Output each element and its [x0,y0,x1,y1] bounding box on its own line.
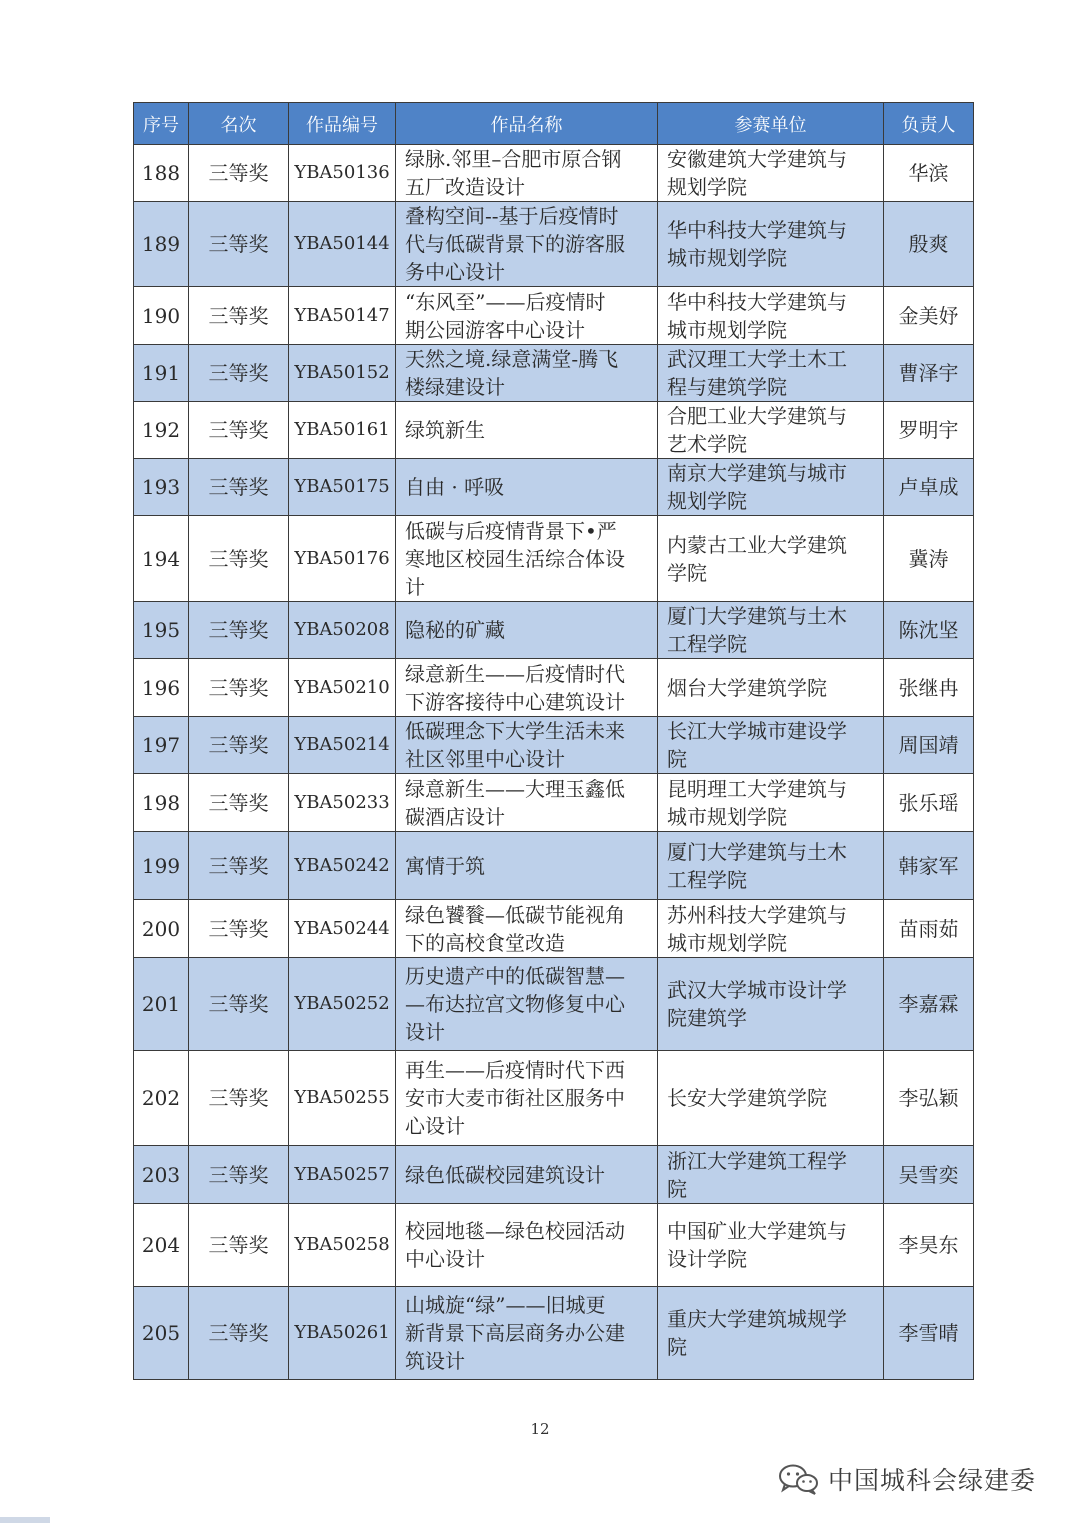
leader-cell: 张乐瑶 [884,774,974,832]
serial-cell: 190 [134,287,189,345]
title-cell-line: 隐秘的矿藏 [405,618,505,642]
title-cell-line: 社区邻里中心设计 [405,747,565,771]
rank-cell: 三等奖 [189,287,289,345]
leader-cell: 苗雨茹 [884,900,974,958]
unit-cell [658,202,884,287]
unit-cell-line: 中国矿业大学建筑与 [667,1219,847,1243]
title-cell [396,717,658,774]
title-cell [396,1287,658,1380]
table-row [134,717,974,774]
title-cell [396,900,658,958]
table-row [134,145,974,202]
unit-cell-line: 内蒙古工业大学建筑 [667,532,847,557]
code-cell: YBA50175 [289,459,396,516]
title-cell [396,958,658,1051]
unit-cell-line: 华中科技大学建筑与 [667,218,847,242]
leader-cell: 李弘颖 [884,1051,974,1146]
leader-cell: 张继冉 [884,659,974,717]
unit-cell-line: 院 [667,747,687,771]
code-cell: YBA50144 [289,202,396,287]
leader-cell: 冀涛 [884,516,974,602]
title-cell [396,402,658,459]
title-cell-line: 务中心设计 [405,260,505,284]
title-cell-line: 低碳与后疫情背景下•严 [405,518,617,543]
leader-cell: 曹泽宇 [884,345,974,402]
table-row [134,774,974,832]
rank-cell: 三等奖 [189,900,289,958]
leader-cell: 金美妤 [884,287,974,345]
title-cell [396,774,658,832]
title-cell [396,459,658,516]
title-cell-line: 绿色低碳校园建筑设计 [405,1162,605,1187]
title-cell [396,1146,658,1204]
unit-cell [658,402,884,459]
title-cell-line: 下的高校食堂改造 [405,930,565,955]
title-cell-line: 五厂改造设计 [405,175,525,199]
code-cell: YBA50147 [289,287,396,345]
rank-cell: 三等奖 [189,145,289,202]
unit-cell [658,832,884,900]
unit-cell-line: 长江大学城市建设学 [667,719,847,743]
unit-cell-line: 院建筑学 [667,1006,747,1030]
code-cell: YBA50244 [289,900,396,958]
leader-cell: 李嘉霖 [884,958,974,1051]
table-header-row [134,103,974,145]
leader-cell: 李昊东 [884,1204,974,1287]
leader-cell: 殷爽 [884,202,974,287]
code-cell: YBA50210 [289,659,396,717]
header-title: 作品名称 [396,103,658,145]
unit-cell-line: 学院 [667,560,707,585]
unit-cell-line: 苏州科技大学建筑与 [667,902,847,927]
code-cell: YBA50208 [289,602,396,659]
unit-cell-line: 华中科技大学建筑与 [667,289,847,314]
table-row [134,516,974,602]
unit-cell-line: 厦门大学建筑与土木 [667,604,847,628]
watermark-text: 中国城科会绿建委 [828,1466,1037,1495]
title-cell [396,345,658,402]
leader-cell: 周国靖 [884,717,974,774]
rank-cell: 三等奖 [189,958,289,1051]
rank-cell: 三等奖 [189,832,289,900]
rank-cell: 三等奖 [189,1051,289,1146]
title-cell [396,1051,658,1146]
code-cell: YBA50257 [289,1146,396,1204]
serial-cell: 205 [134,1287,189,1380]
leader-cell: 华滨 [884,145,974,202]
unit-cell [658,1051,884,1146]
serial-cell: 193 [134,459,189,516]
title-cell [396,832,658,900]
leader-cell: 陈沈坚 [884,602,974,659]
serial-cell: 201 [134,958,189,1051]
code-cell: YBA50161 [289,402,396,459]
table-row [134,287,974,345]
serial-cell: 200 [134,900,189,958]
title-cell-line: 寒地区校园生活综合体设 [405,546,625,571]
rank-cell: 三等奖 [189,1204,289,1287]
serial-cell: 192 [134,402,189,459]
unit-cell [658,459,884,516]
unit-cell [658,287,884,345]
serial-cell: 198 [134,774,189,832]
code-cell: YBA50136 [289,145,396,202]
rank-cell: 三等奖 [189,1146,289,1204]
unit-cell-line: 院 [667,1335,687,1359]
unit-cell-line: 城市规划学院 [667,804,787,829]
code-cell: YBA50233 [289,774,396,832]
title-cell-line: 楼绿建设计 [405,375,505,399]
unit-cell-line: 南京大学建筑与城市 [667,461,847,485]
unit-cell-line: 艺术学院 [667,432,747,456]
table-row [134,1051,974,1146]
unit-cell-line: 安徽建筑大学建筑与 [667,147,847,171]
unit-cell [658,516,884,602]
title-cell-line: 叠构空间--基于后疫情时 [405,204,619,228]
title-cell-line: 绿色饕餮—低碳节能视角 [405,902,625,927]
serial-cell: 199 [134,832,189,900]
title-cell-line: —布达拉宫文物修复中心 [405,992,625,1016]
title-cell [396,287,658,345]
table-row [134,1287,974,1380]
rank-cell: 三等奖 [189,516,289,602]
rank-cell: 三等奖 [189,345,289,402]
title-cell-line: 下游客接待中心建筑设计 [405,689,625,714]
title-cell [396,202,658,287]
unit-cell-line: 长安大学建筑学院 [667,1086,827,1110]
title-cell-line: 绿意新生——大理玉鑫低 [405,776,625,801]
title-cell-line: 设计 [405,1020,445,1044]
table-row [134,345,974,402]
table-row [134,900,974,958]
leader-cell: 吴雪奕 [884,1146,974,1204]
rank-cell: 三等奖 [189,1287,289,1380]
title-cell-line: 计 [405,574,425,599]
leader-cell: 李雪晴 [884,1287,974,1380]
leader-cell: 韩家军 [884,832,974,900]
watermark [778,1459,1036,1499]
title-cell-line: 碳酒店设计 [405,804,505,829]
serial-cell: 189 [134,202,189,287]
table-row [134,659,974,717]
title-cell-line: 新背景下高层商务办公建 [405,1321,625,1345]
unit-cell-line: 程与建筑学院 [667,375,787,399]
serial-cell: 203 [134,1146,189,1204]
leader-cell: 罗明宇 [884,402,974,459]
title-cell [396,1204,658,1287]
unit-cell-line: 武汉大学城市设计学 [667,978,847,1002]
unit-cell-line: 城市规划学院 [667,246,787,270]
unit-cell-line: 昆明理工大学建筑与 [667,776,847,801]
title-cell-line: 再生——后疫情时代下西 [405,1058,625,1082]
rank-cell: 三等奖 [189,774,289,832]
unit-cell [658,1287,884,1380]
title-cell [396,659,658,717]
leader-cell: 卢卓成 [884,459,974,516]
unit-cell-line: 工程学院 [667,867,747,892]
unit-cell-line: 设计学院 [667,1247,747,1271]
rank-cell: 三等奖 [189,202,289,287]
header-rank: 名次 [189,103,289,145]
unit-cell-line: 合肥工业大学建筑与 [667,404,847,428]
header-unit: 参赛单位 [658,103,884,145]
rank-cell: 三等奖 [189,459,289,516]
code-cell: YBA50214 [289,717,396,774]
title-cell [396,516,658,602]
code-cell: YBA50258 [289,1204,396,1287]
title-cell-line: 天然之境.绿意满堂-腾飞 [405,347,619,371]
title-cell-line: “东风至”——后疫情时 [405,289,606,314]
code-cell: YBA50242 [289,832,396,900]
code-cell: YBA50152 [289,345,396,402]
code-cell: YBA50261 [289,1287,396,1380]
serial-cell: 197 [134,717,189,774]
serial-cell: 196 [134,659,189,717]
serial-cell: 191 [134,345,189,402]
title-cell-line: 历史遗产中的低碳智慧— [405,964,625,988]
unit-cell-line: 烟台大学建筑学院 [667,675,827,700]
serial-cell: 195 [134,602,189,659]
unit-cell-line: 厦门大学建筑与土木 [667,839,847,864]
rank-cell: 三等奖 [189,717,289,774]
awards-table [133,102,974,1380]
unit-cell [658,900,884,958]
serial-cell: 204 [134,1204,189,1287]
table-row [134,459,974,516]
table-row [134,1146,974,1204]
title-cell-line: 代与低碳背景下的游客服 [405,232,625,256]
table-row [134,202,974,287]
table-row [134,832,974,900]
title-cell-line: 绿筑新生 [405,418,485,442]
code-cell: YBA50255 [289,1051,396,1146]
title-cell [396,602,658,659]
page-corner-mark [0,1517,50,1523]
unit-cell-line: 武汉理工大学土木工 [667,347,847,371]
unit-cell-line: 规划学院 [667,489,747,513]
title-cell [396,145,658,202]
unit-cell [658,774,884,832]
title-cell-line: 绿脉.邻里–合肥市原合钢 [405,147,622,171]
serial-cell: 194 [134,516,189,602]
unit-cell [658,1146,884,1204]
title-cell-line: 自由 · 呼吸 [405,475,505,499]
unit-cell-line: 城市规划学院 [667,930,787,955]
table-row [134,602,974,659]
unit-cell-line: 院 [667,1176,687,1201]
unit-cell [658,602,884,659]
title-cell-line: 心设计 [405,1114,465,1138]
header-leader: 负责人 [884,103,974,145]
title-cell-line: 寓情于筑 [405,853,485,878]
unit-cell [658,717,884,774]
title-cell-line: 筑设计 [405,1349,465,1373]
page-number: 12 [530,1420,550,1438]
unit-cell-line: 规划学院 [667,175,747,199]
unit-cell-line: 浙江大学建筑工程学 [667,1148,847,1173]
table-row [134,402,974,459]
unit-cell [658,345,884,402]
code-cell: YBA50176 [289,516,396,602]
wechat-icon [778,1463,820,1495]
title-cell-line: 绿意新生——后疫情时代 [405,661,625,686]
table-row [134,958,974,1051]
title-cell-line: 安市大麦市街社区服务中 [405,1086,625,1110]
code-cell: YBA50252 [289,958,396,1051]
unit-cell-line: 工程学院 [667,632,747,656]
table-row [134,1204,974,1287]
unit-cell [658,659,884,717]
title-cell-line: 校园地毯—绿色校园活动 [405,1219,625,1243]
unit-cell-line: 城市规划学院 [667,317,787,342]
title-cell-line: 山城旋“绿”——旧城更 [405,1293,606,1317]
title-cell-line: 中心设计 [405,1247,485,1271]
header-code: 作品编号 [289,103,396,145]
title-cell-line: 低碳理念下大学生活未来 [405,719,625,743]
unit-cell-line: 重庆大学建筑城规学 [667,1307,847,1331]
header-serial: 序号 [134,103,189,145]
unit-cell [658,1204,884,1287]
rank-cell: 三等奖 [189,659,289,717]
title-cell-line: 期公园游客中心设计 [405,317,585,342]
unit-cell [658,145,884,202]
serial-cell: 202 [134,1051,189,1146]
rank-cell: 三等奖 [189,402,289,459]
rank-cell: 三等奖 [189,602,289,659]
unit-cell [658,958,884,1051]
serial-cell: 188 [134,145,189,202]
